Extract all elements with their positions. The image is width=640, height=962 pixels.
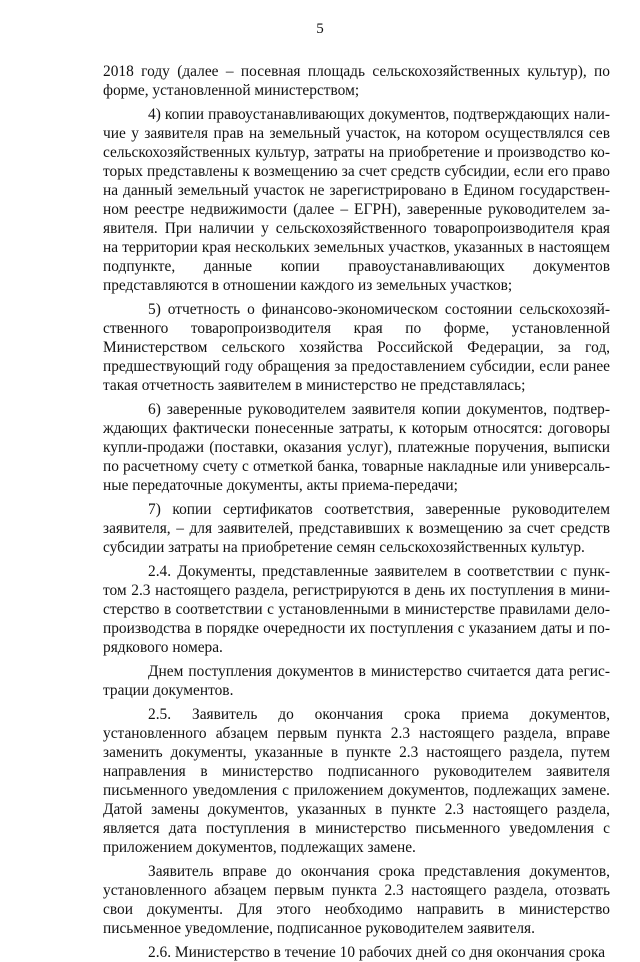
paragraph-item-6: 6) заверенные руководителем заявителя копии документов, подтверждающих фактически понесенные затраты, к которым относятся: договоры купли-продажи (поставки, оказания услуг), платежные поручения, выписки по расчетному счету с отметкой банка, товарные накладные или универсальные передаточные документы, акты приема-передачи;: [103, 401, 610, 494]
paragraph-continuation: 2018 году (далее – посевная площадь сельскохозяйственных культур), по форме, установленной министерством;: [103, 63, 610, 99]
paragraph-item-4: 4) копии правоустанавливающих документов, подтверждающих наличие у заявителя прав на земельный участок, на котором осуществлялся сев сельскохозяйственных культур, затраты на приобретение и производство которых представлены к возмещению за счет средств субсидии, если его право на данный земельный участок не зарегистрировано в Едином государственном реестре недвижимости (далее – ЕГРН), заверенные руководителем заявителя. При наличии у сельскохозяйственного товаропроизводителя края на территории края нескольких земельных участков, указанных в настоящем подпункте, данные копии правоустанавливающих документов представляются в отношении каждого из земельных участков;: [103, 106, 610, 294]
paragraph-registration-date: Днем поступления документов в министерство считается дата регистрации документов.: [103, 663, 610, 699]
paragraph-item-5: 5) отчетность о финансово-экономическом состоянии сельскохозяйственного товаропроизводителя края по форме, установленной Министерством сельского хозяйства Российской Федерации, за год, предшествующий году обращения за предоставлением субсидии, если ранее такая отчетность заявителем в министерство не представлялась;: [103, 301, 610, 394]
paragraph-2-5: 2.5. Заявитель до окончания срока приема документов, установленного абзацем первым пункта 2.3 настоящего раздела, вправе заменить документы, указанные в пункте 2.3 настоящего раздела, путем направления в министерство подписанного руководителем заявителя письменного уведомления с приложением документов, подлежащих замене. Датой замены документов, указанных в пункте 2.3 настоящего раздела, является дата поступления в министерство письменного уведомления с приложением документов, подлежащих замене.: [103, 706, 610, 856]
paragraph-2-4: 2.4. Документы, представленные заявителем в соответствии с пунктом 2.3 настоящего раздела, регистрируются в день их поступления в министерство в соответствии с установленными в министерстве правилами делопроизводства в порядке очередности их поступления с указанием даты и порядкового номера.: [103, 563, 610, 656]
paragraph-item-7: 7) копии сертификатов соответствия, заверенные руководителем заявителя, – для заявителей, представивших к возмещению за счет средств субсидии затраты на приобретение семян сельскохозяйственных культур.: [103, 501, 610, 556]
paragraph-withdrawal: Заявитель вправе до окончания срока представления документов, установленного абзацем первым пункта 2.3 настоящего раздела, отозвать свои документы. Для этого необходимо направить в министерство письменное уведомление, подписанное руководителем заявителя.: [103, 863, 610, 937]
document-body: [103, 62, 610, 962]
page-number: 5: [316, 21, 324, 37]
paragraph-2-6: 2.6. Министерство в течение 10 рабочих дней со дня окончания срока: [148, 944, 606, 961]
